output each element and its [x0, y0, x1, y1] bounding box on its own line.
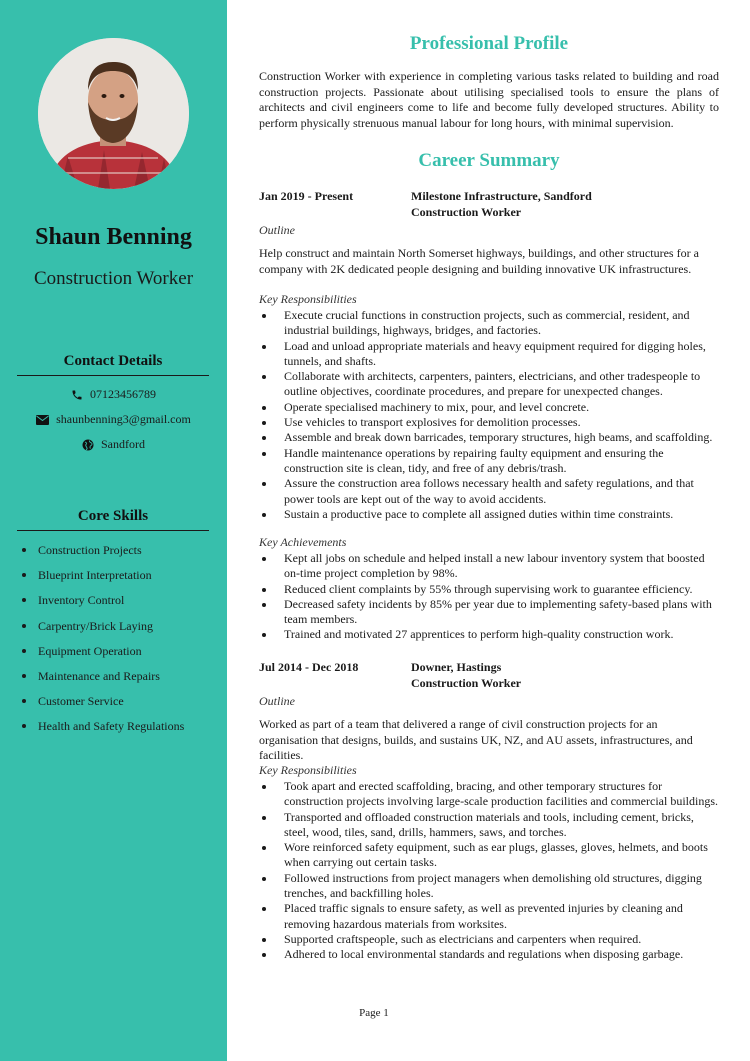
job-title: Construction Worker	[411, 676, 522, 690]
list-item: Transported and offloaded construction materials and tools, including cement, bricks, steel, wood, tiles, sand, drills, hammers, saws, and torches.	[259, 810, 719, 841]
skills-list	[20, 541, 184, 743]
list-item: Use vehicles to transport explosives for demolition processes.	[259, 415, 719, 430]
candidate-role: Construction Worker	[33, 268, 194, 289]
job-company: Milestone Infrastructure, Sandford	[411, 189, 592, 203]
list-item: Trained and motivated 27 apprentices to perform high-quality construction work.	[259, 627, 719, 642]
list-item: Placed traffic signals to ensure safety, as well as prevented injuries by cleaning and removing hazardous materials from worksites.	[259, 901, 719, 932]
list-item: Supported craftspeople, such as electricians and carpenters when required.	[259, 932, 719, 947]
contact-location	[0, 437, 227, 452]
outline-label: Outline	[259, 223, 295, 237]
responsibilities-label: Key Responsibilities	[259, 763, 357, 777]
list-item: Sustain a productive pace to complete all assigned duties within time constraints.	[259, 507, 719, 522]
list-item: Collaborate with architects, carpenters, painters, electricians, and other tradespeople to outline objectives, coordinate procedures, and prepare for unexpected changes.	[259, 369, 719, 400]
job-outline: Worked as part of a team that delivered a range of civil construction projects for an organisation that designs, builds, and sustains UK, NZ, and AU assets, infrastructures, and facilities.	[259, 717, 693, 763]
location: Sandford	[101, 437, 145, 451]
list-item: Followed instructions from project managers when demolishing old structures, digging trenches, and backfilling holes.	[259, 871, 719, 902]
phone-number: 07123456789	[90, 387, 156, 401]
skill-item: Customer Service	[20, 692, 184, 717]
contact-phone	[0, 387, 227, 402]
list-item: Adhered to local environmental standards and regulations when disposing garbage.	[259, 947, 719, 962]
achievements-list	[259, 551, 719, 643]
globe-icon	[82, 439, 94, 451]
profile-photo	[38, 38, 189, 189]
job-dates: Jan 2019 - Present	[259, 189, 354, 203]
career-heading: Career Summary	[418, 150, 560, 171]
job-outline: Help construct and maintain North Somerset highways, buildings, and other structures for a company with 2K dedicated people designing and building innovative UK infrastructures.	[259, 246, 699, 276]
list-item: Took apart and erected scaffolding, bracing, and other temporary structures for construction projects involving large-scale production facilities and commercial buildings.	[259, 779, 719, 810]
list-item: Reduced client complaints by 55% through supervising work to guarantee efficiency.	[259, 582, 719, 597]
person-portrait	[38, 38, 189, 189]
list-item: Execute crucial functions in construction projects, such as commercial, resident, and industrial buildings, highways, bridges, and factories.	[259, 308, 719, 339]
contact-heading: Contact Details	[17, 353, 209, 376]
list-item: Handle maintenance operations by repairing faulty equipment and ensuring the construction site is clean, tidy, and free of any debris/trash.	[259, 446, 719, 477]
email-address: shaunbenning3@gmail.com	[56, 412, 191, 426]
list-item: Decreased safety incidents by 85% per year due to implementing safety-based plans with team members.	[259, 597, 719, 628]
list-item: Kept all jobs on schedule and helped install a new labour inventory system that boosted on-time project completion by 98%.	[259, 551, 719, 582]
skill-item: Construction Projects	[20, 541, 184, 566]
candidate-name: Shaun Benning	[35, 224, 192, 250]
job-title: Construction Worker	[411, 205, 522, 219]
list-item: Assure the construction area follows necessary health and safety regulations, and that power tools are kept out of the way to avoid accidents.	[259, 476, 719, 507]
phone-icon	[71, 389, 83, 401]
profile-heading: Professional Profile	[409, 33, 569, 54]
profile-text: Construction Worker with experience in completing various tasks related to building and road construction projects. Passionate about utilising specialised tools to ensure the plans of architects and civil engineers come to life and become fully developed structures. Ability to perform physically strenuous manual labour for long hours, with minimal supervision.	[259, 69, 719, 130]
skill-item: Inventory Control	[20, 591, 184, 616]
skill-item: Equipment Operation	[20, 642, 184, 667]
skill-item: Carpentry/Brick Laying	[20, 617, 184, 642]
skill-item: Maintenance and Repairs	[20, 667, 184, 692]
job-dates: Jul 2014 - Dec 2018	[259, 660, 359, 674]
responsibilities-list	[259, 308, 719, 522]
responsibilities-label: Key Responsibilities	[259, 292, 357, 306]
skill-item: Health and Safety Regulations	[20, 717, 184, 742]
outline-label: Outline	[259, 694, 295, 708]
list-item: Assemble and break down barricades, temporary structures, high beams, and scaffolding.	[259, 430, 719, 445]
skills-heading: Core Skills	[17, 508, 209, 531]
list-item: Load and unload appropriate materials and heavy equipment required for digging holes, tunnels, and shafts.	[259, 339, 719, 370]
list-item: Operate specialised machinery to mix, pour, and level concrete.	[259, 400, 719, 415]
envelope-icon	[36, 415, 49, 425]
responsibilities-list	[259, 779, 719, 963]
achievements-label: Key Achievements	[259, 535, 347, 549]
list-item: Wore reinforced safety equipment, such as ear plugs, glasses, gloves, helmets, and boots when carrying out certain tasks.	[259, 840, 719, 871]
contact-email	[0, 412, 227, 427]
sidebar	[0, 0, 227, 1061]
skill-item: Blueprint Interpretation	[20, 566, 184, 591]
job-company: Downer, Hastings	[411, 660, 502, 674]
page-number: Page 1	[359, 1007, 389, 1019]
